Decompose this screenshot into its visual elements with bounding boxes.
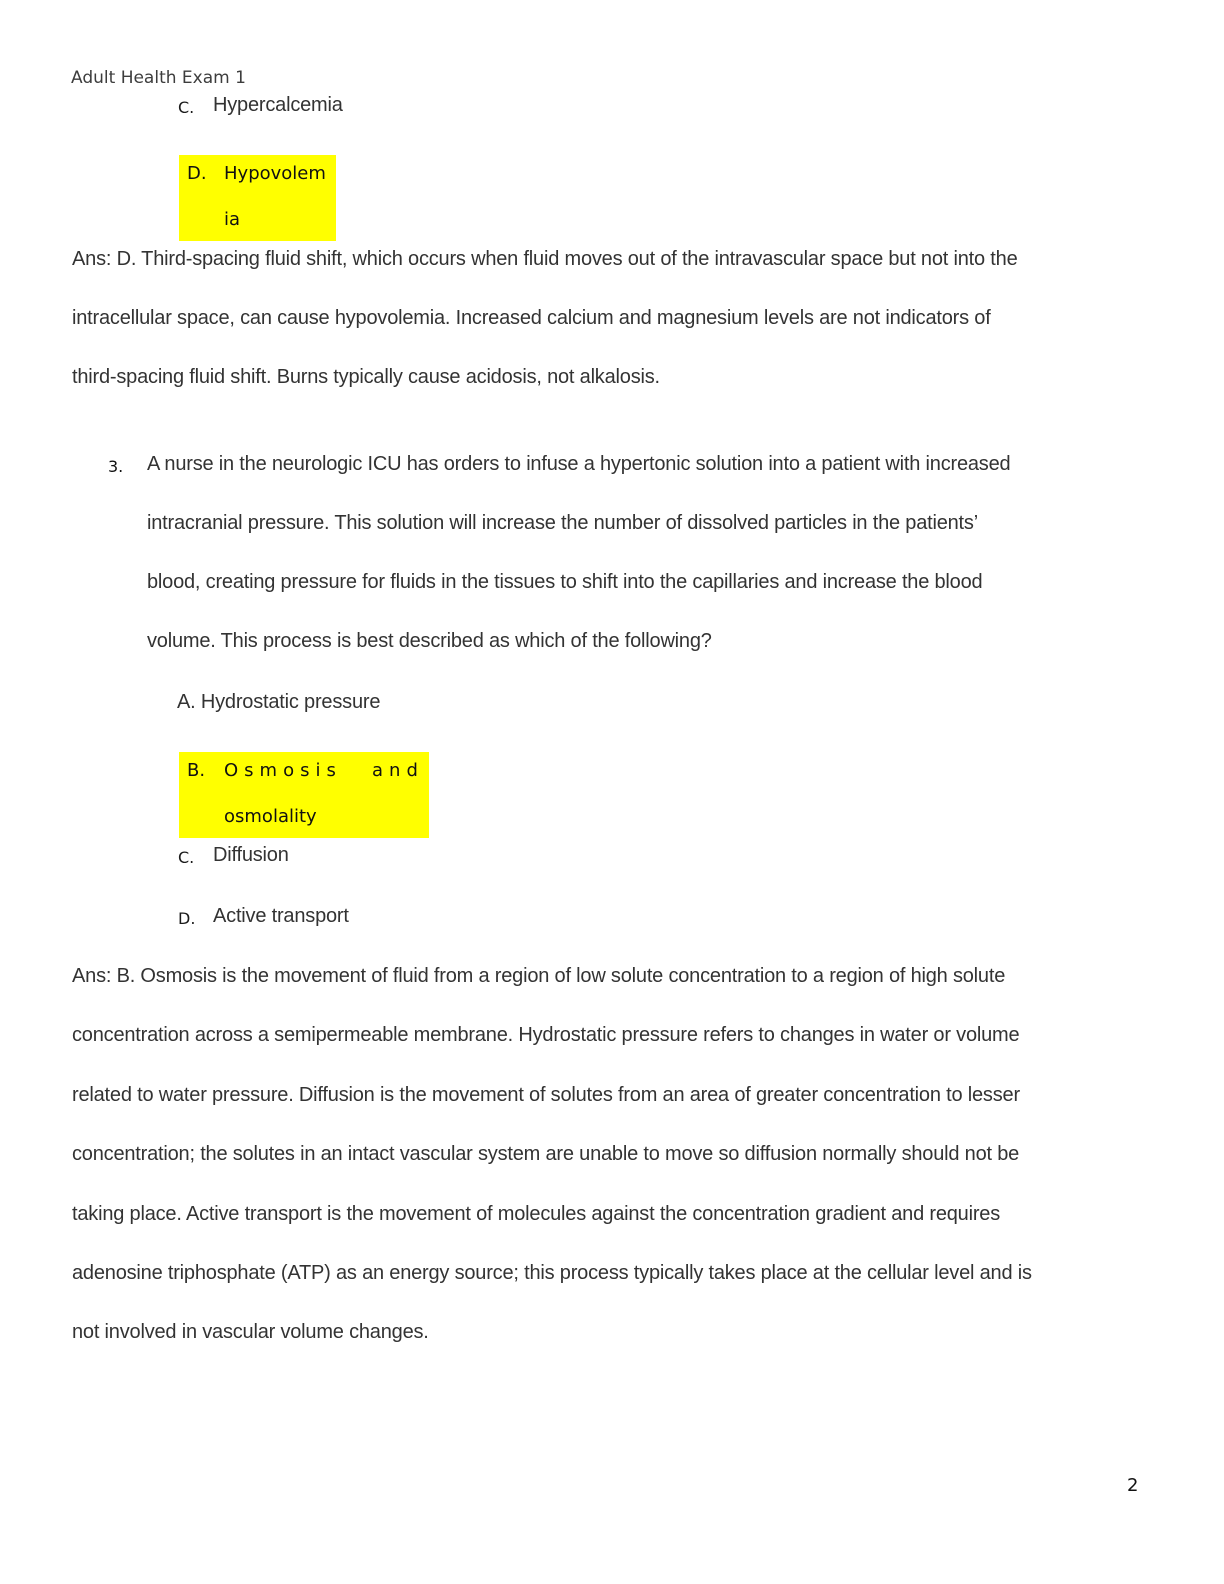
q2-answer-line-3: third-spacing fluid shift. Burns typically cause acidosis, not alkalosis.: [72, 366, 660, 388]
page-number: 2: [1127, 1475, 1139, 1496]
q3-option-d-text: Active transport: [213, 905, 349, 927]
q2-option-c-text: Hypercalcemia: [213, 94, 343, 116]
q2-option-d-highlight: [179, 155, 336, 241]
q2-option-d-line2: ia: [224, 209, 241, 230]
q3-option-b-letter: B.: [187, 760, 206, 781]
q3-answer-line-3: related to water pressure. Diffusion is the movement of solutes from an area of greater concentration to lesser: [72, 1084, 1020, 1106]
q3-question-line-3: blood, creating pressure for fluids in the tissues to shift into the capillaries and increase the blood: [147, 571, 983, 593]
q3-option-c-letter: C.: [178, 848, 195, 867]
q3-answer-line-5: taking place. Active transport is the movement of molecules against the concentration gradient and requires: [72, 1203, 1001, 1225]
q3-option-b-word1: Osmosis: [224, 760, 342, 781]
q3-option-c-text: Diffusion: [213, 844, 289, 866]
q3-answer-line-6: adenosine triphosphate (ATP) as an energy source; this process typically takes place at the cellular level and is: [72, 1262, 1032, 1284]
q3-option-b-line2: osmolality: [224, 806, 317, 827]
q3-question-line-1: A nurse in the neurologic ICU has orders to infuse a hypertonic solution into a patient with increased: [147, 453, 1011, 475]
q3-answer-line-7: not involved in vascular volume changes.: [72, 1321, 429, 1343]
q2-answer-line-2: intracellular space, can cause hypovolemia. Increased calcium and magnesium levels are not indicators of: [72, 307, 991, 329]
q2-option-c-letter: C.: [178, 98, 195, 117]
q3-number: 3.: [108, 457, 124, 476]
q3-question-line-2: intracranial pressure. This solution will increase the number of dissolved particles in the patients’: [147, 512, 978, 534]
q2-answer-line-1: Ans: D. Third-spacing fluid shift, which occurs when fluid moves out of the intravascular space but not into the: [72, 248, 1018, 270]
q3-option-a: A. Hydrostatic pressure: [177, 691, 381, 713]
q3-option-b-highlight: [179, 752, 429, 838]
q3-option-d-letter: D.: [178, 909, 196, 928]
page-header: Adult Health Exam 1: [71, 68, 246, 88]
q3-answer-line-2: concentration across a semipermeable membrane. Hydrostatic pressure refers to changes in water or volume: [72, 1024, 1020, 1046]
q2-option-d-letter: D.: [187, 163, 207, 184]
q3-question-line-4: volume. This process is best described as which of the following?: [147, 630, 712, 652]
q3-answer-line-4: concentration; the solutes in an intact vascular system are unable to move so diffusion normally should not be: [72, 1143, 1020, 1165]
q2-option-d-line1: Hypovolem: [224, 163, 326, 184]
q3-option-b-word2: and: [372, 760, 424, 781]
q3-answer-line-1: Ans: B. Osmosis is the movement of fluid from a region of low solute concentration to a region of high solute: [72, 965, 1006, 987]
